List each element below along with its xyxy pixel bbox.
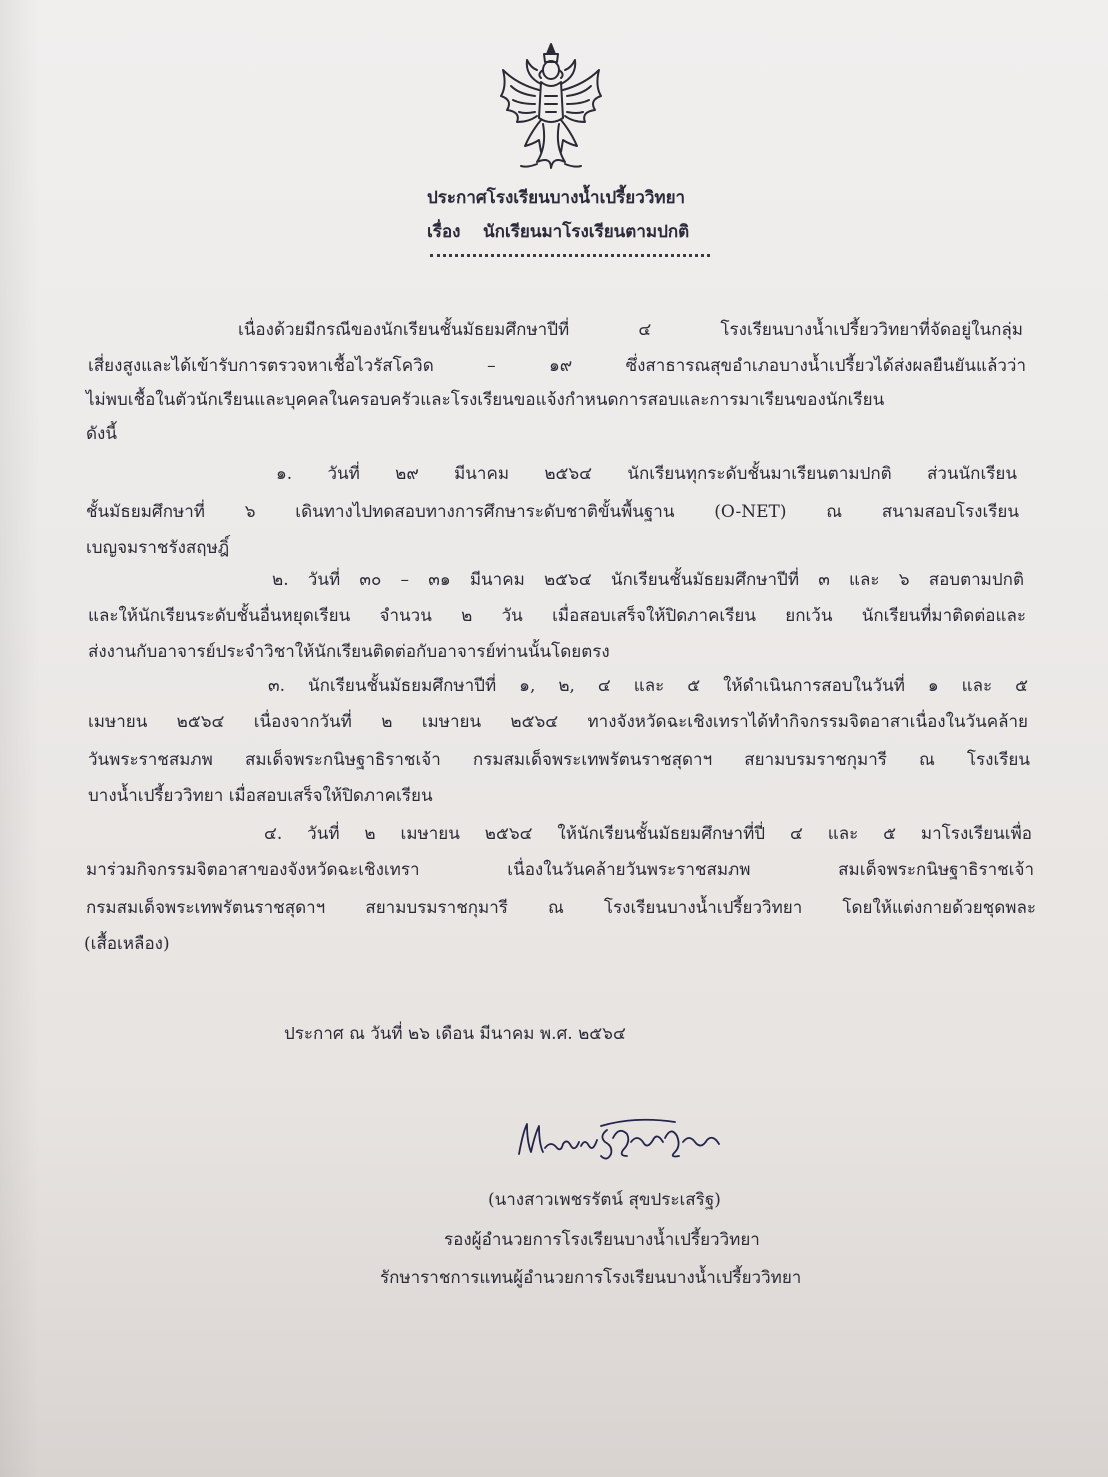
item2-line: และให้นักเรียนระดับชั้นอื่นหยุดเรียน จำนวน ๒ วัน เมื่อสอบเสร็จให้ปิดภาคเรียน ยกเว้น นักเรียนที่มาติดต่อและ [88,606,1026,626]
item2-line: ส่งงานกับอาจารย์ประจำวิชาให้นักเรียนติดต่อกับอาจารย์ท่านนั้นโดยตรง [88,642,610,662]
item3-line: เมษายน ๒๕๖๔ เนื่องจากวันที่ ๒ เมษายน ๒๕๖๔ ทางจังหวัดฉะเชิงเทราได้ทำกิจกรรมจิตอาสาเนื่องในวันคล้าย [88,712,1028,732]
intro-line: เสี่ยงสูงและได้เข้ารับการตรวจหาเชื้อไวรัสโควิด – ๑๙ ซึ่งสาธารณสุขอำเภอบางน้ำเปรี้ยวได้ส่งผลยืนยันแล้วว่า [88,356,1026,376]
dotted-divider [430,254,710,257]
item4-line: ๔. วันที่ ๒ เมษายน ๒๕๖๔ ให้นักเรียนชั้นมัธยมศึกษาที่ปี่ ๔ และ ๕ มาโรงเรียนเพื่อ [264,824,1032,844]
item3-line: บางน้ำเปรี้ยววิทยา เมื่อสอบเสร็จให้ปิดภาคเรียน [88,786,433,806]
item4-line: กรมสมเด็จพระเทพรัตนราชสุดาฯ สยามบรมราชกุมารี ณ โรงเรียนบางน้ำเปรี้ยววิทยา โดยให้แต่งกายด้วยชุดพละ [86,898,1036,918]
item1-line: ๑. วันที่ ๒๙ มีนาคม ๒๕๖๔ นักเรียนทุกระดับชั้นมาเรียนตามปกติ ส่วนนักเรียน [276,464,1017,484]
announcement-date: ประกาศ ณ วันที่ ๒๖ เดือน มีนาคม พ.ศ. ๒๕๖๔ [284,1024,626,1044]
item2-line: ๒. วันที่ ๓๐ – ๓๑ มีนาคม ๒๕๖๔ นักเรียนชั้นมัธยมศึกษาปีที่ ๓ และ ๖ สอบตามปกติ [272,570,1024,590]
page-shadow [0,0,40,1477]
announcement-title: ประกาศโรงเรียนบางน้ำเปรี้ยววิทยา [427,188,686,208]
item3-line: ๓. นักเรียนชั้นมัธยมศึกษาปีที่ ๑, ๒, ๔ และ ๕ ให้ดำเนินการสอบในวันที่ ๑ และ ๕ [268,676,1028,696]
subject-label: เรื่อง [427,222,461,242]
garuda-emblem-icon [497,40,605,175]
intro-line: ไม่พบเชื้อในตัวนักเรียนและบุคคลในครอบครัวและโรงเรียนขอแจ้งกำหนดการสอบและการมาเรียนของนักเรียน [86,390,885,410]
signatory-acting-title: รักษาราชการแทนผู้อำนวยการโรงเรียนบางน้ำเปรี้ยววิทยา [380,1268,802,1288]
handwritten-signature [515,1112,725,1172]
item1-line: เบญจมราชรังสฤษฎิ์ [86,538,230,558]
intro-line: ดังนี้ [86,424,117,444]
announcement-subject [427,218,689,245]
subject-text: นักเรียนมาโรงเรียนตามปกติ [483,222,690,242]
signatory-name: (นางสาวเพชรรัตน์ สุขประเสริฐ) [488,1190,721,1210]
item4-line: (เสื้อเหลือง) [84,934,170,954]
intro-line: เนื่องด้วยมีกรณีของนักเรียนชั้นมัธยมศึกษาปีที่ ๔ โรงเรียนบางน้ำเปรี้ยววิทยาที่จัดอยู่ในกลุ่ม [238,320,1023,340]
item1-line: ชั้นมัธยมศึกษาที่ ๖ เดินทางไปทดสอบทางการศึกษาระดับชาติขั้นพื้นฐาน (O-NET) ณ สนามสอบโรงเรียน [86,502,1019,522]
item4-line: มาร่วมกิจกรรมจิตอาสาของจังหวัดฉะเชิงเทรา เนื่องในวันคล้ายวันพระราชสมภพ สมเด็จพระกนิษฐาธิราชเจ้า [86,860,1034,880]
item3-line: วันพระราชสมภพ สมเด็จพระกนิษฐาธิราชเจ้า กรมสมเด็จพระเทพรัตนราชสุดาฯ สยามบรมราชกุมารี ณ โรงเรียน [88,750,1030,770]
signatory-title: รองผู้อำนวยการโรงเรียนบางน้ำเปรี้ยววิทยา [444,1230,760,1250]
